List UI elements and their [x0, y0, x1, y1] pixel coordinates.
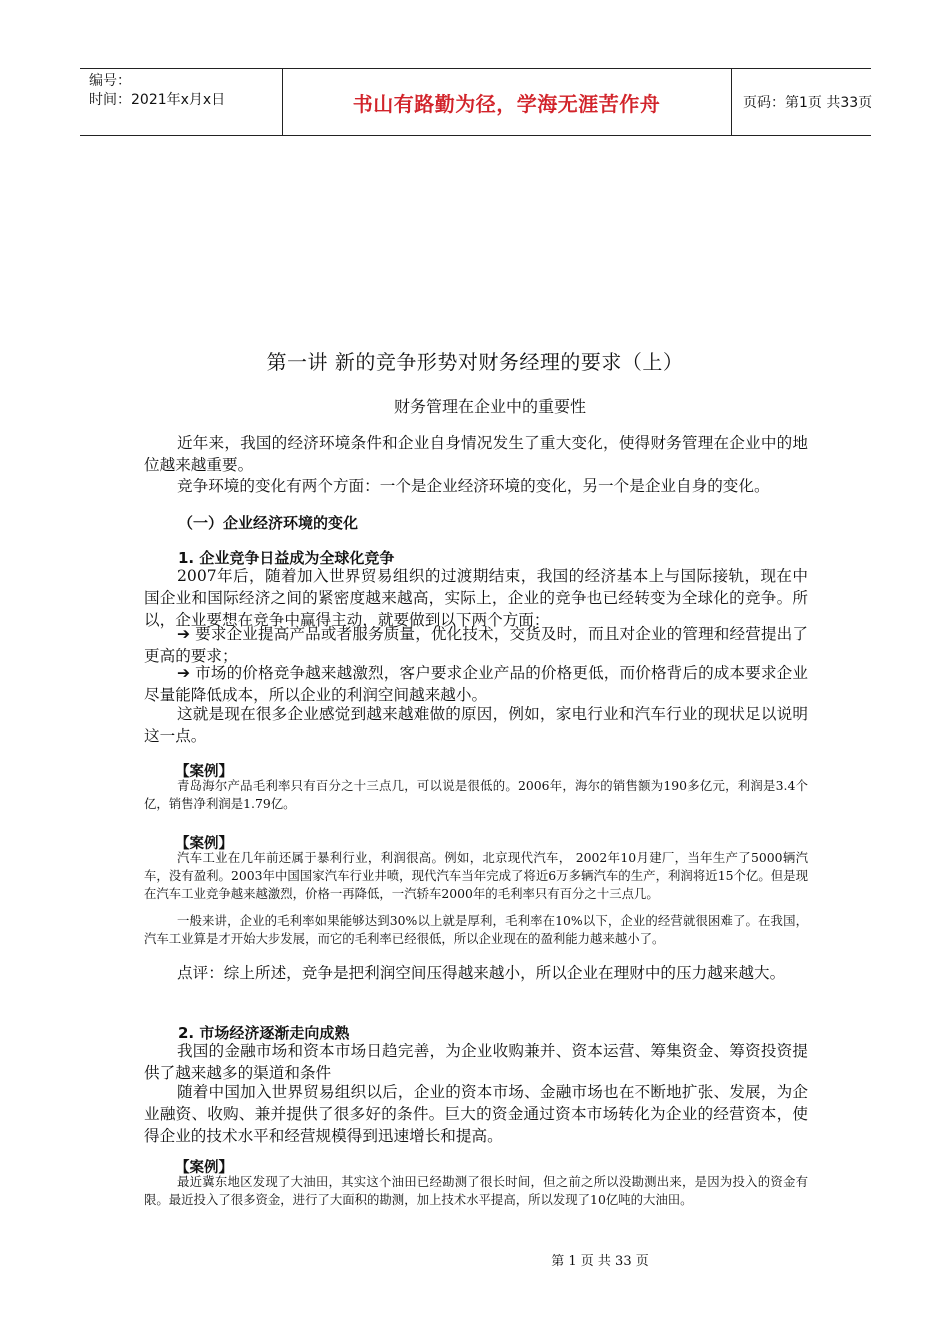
page-code: 页码：第1页 共33页	[743, 95, 873, 111]
page-footer: 第 1 页 共 33 页	[551, 1254, 649, 1269]
page-header	[80, 68, 871, 136]
subsection-2-paragraph-1: 我国的金融市场和资本市场日趋完善，为企业收购兼并、资本运营、筹集资金、筹资投资提供了越来越多的渠道和条件	[144, 1042, 808, 1082]
arrow-right-icon: ➔	[177, 625, 191, 643]
case-label-3: 【案例】	[175, 1160, 233, 1176]
bullet-text-2: 市场的价格竞争越来越激烈，客户要求企业产品的价格更低，而价格背后的成本要求企业尽量能降低成本，所以企业的利润空间越来越小。	[144, 664, 808, 704]
time-label: 时间：2021年x月x日	[89, 92, 226, 108]
page-title: 第一讲 新的竞争形势对财务经理的要求（上）	[266, 350, 684, 374]
subsection-2-paragraph-2: 随着中国加入世界贸易组织以后，企业的资本市场、金融市场也在不断地扩张、发展，为企业融资、收购、兼并提供了很多好的条件。巨大的资金通过资本市场转化为企业的经营资本，使得企业的技术水平和经营规模得到迅速增长和提高。	[144, 1083, 808, 1145]
header-page-cell	[731, 69, 871, 135]
case-label-1: 【案例】	[175, 764, 233, 780]
case-text-1: 青岛海尔产品毛利率只有百分之十三点几，可以说是很低的。2006年，海尔的销售额为190多亿元，利润是3.4个亿，销售净利润是1.79亿。	[144, 778, 808, 811]
arrow-right-icon: ➔	[177, 664, 191, 682]
subsection-heading-1: 1. 企业竞争日益成为全球化竞争	[178, 549, 395, 567]
bullet-item-1	[144, 623, 808, 667]
page-subtitle: 财务管理在企业中的重要性	[393, 397, 586, 416]
subsection-1-paragraph-1: 2007年后，随着加入世界贸易组织的过渡期结束，我国的经济基本上与国际接轨，现在中国企业和国际经济之间的紧密度越来越高，实际上，企业的竞争也已经转变为全球化的竞争。所以，企业要想在竞争中赢得主动，就要做到以下两个方面：	[144, 567, 808, 629]
subsection-heading-2: 2. 市场经济逐渐走向成熟	[178, 1024, 350, 1042]
header-motto-cell	[282, 69, 732, 135]
comment-paragraph: 点评：综上所述，竞争是把利润空间压得越来越小，所以企业在理财中的压力越来越大。	[177, 964, 786, 982]
bullet-item-2	[144, 662, 808, 706]
intro-paragraph-2: 竞争环境的变化有两个方面：一个是企业经济环境的变化，另一个是企业自身的变化。	[177, 477, 770, 495]
header-info-cell	[80, 69, 283, 135]
case-text-3: 最近冀东地区发现了大油田，其实这个油田已经勘测了很长时间，但之前之所以没勘测出来，是因为投入的资金有限。最近投入了很多资金，进行了大面积的勘测，加上技术水平提高，所以发现了10亿吨的大油田。	[144, 1174, 808, 1207]
case-text-2a: 汽车工业在几年前还属于暴利行业，利润很高。例如，北京现代汽车， 2002年10月建厂，当年生产了5000辆汽车，没有盈利。2003年中国国家汽车行业井喷，现代汽车当年完成了将近6万多辆汽车的生产，利润将近15个亿。但是现在汽车工业竞争越来越激烈，价格一再降低，一汽轿车2000年的毛利率只有百分之十三点几。	[144, 850, 808, 901]
section-heading: （一）企业经济环境的变化	[178, 514, 359, 532]
number-label: 编号：	[89, 73, 131, 89]
case-label-2: 【案例】	[175, 836, 233, 852]
subsection-1-paragraph-2: 这就是现在很多企业感觉到越来越难做的原因，例如，家电行业和汽车行业的现状足以说明这一点。	[144, 705, 808, 745]
bullet-text-1: 要求企业提高产品或者服务质量，优化技术，交货及时，而且对企业的管理和经营提出了更高的要求；	[144, 625, 808, 665]
case-text-2b: 一般来讲，企业的毛利率如果能够达到30%以上就是厚利，毛利率在10%以下，企业的经营就很困难了。在我国，汽车工业算是才开始大步发展，而它的毛利率已经很低，所以企业现在的盈利能力越来越小了。	[144, 913, 808, 946]
motto: 书山有路勤为径，学海无涯苦作舟	[352, 91, 661, 116]
intro-paragraph-1: 近年来，我国的经济环境条件和企业自身情况发生了重大变化，使得财务管理在企业中的地位越来越重要。	[144, 434, 808, 474]
